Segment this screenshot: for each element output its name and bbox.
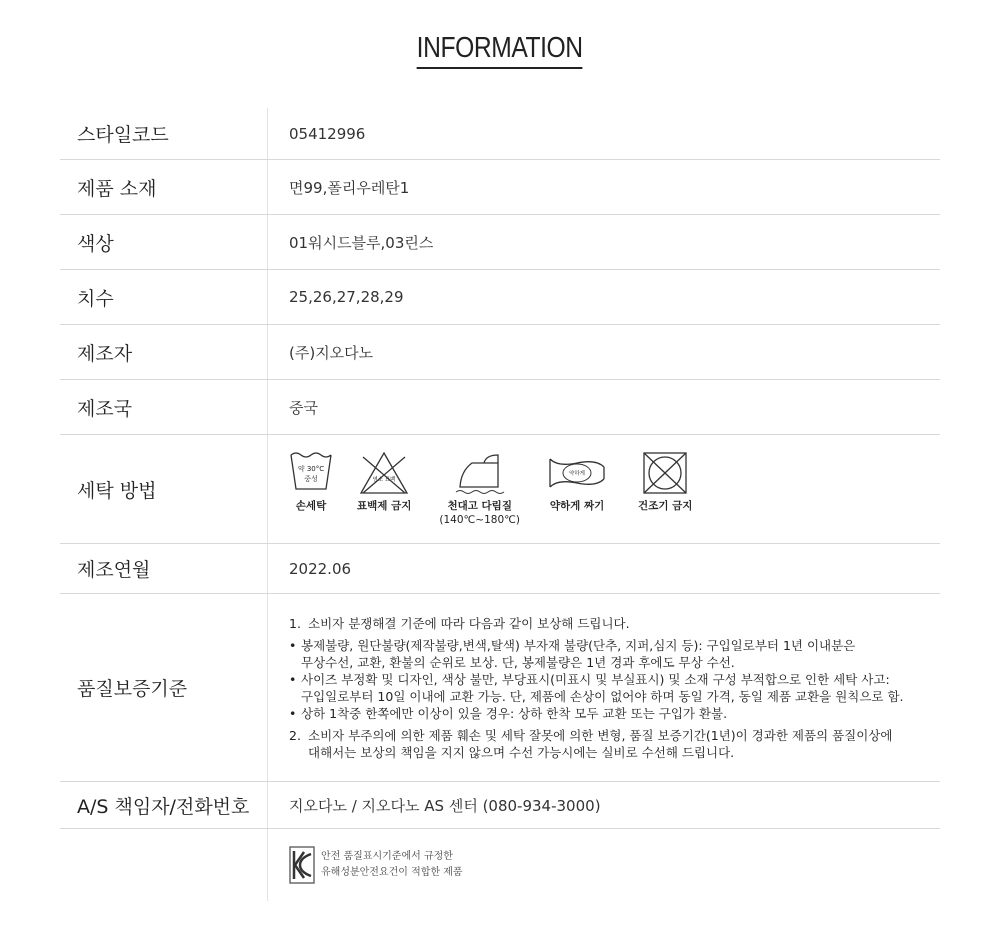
row-kc: [60, 829, 940, 901]
quality-label: 품질보증기준: [60, 594, 268, 781]
care-item-hand-wash: [289, 451, 333, 513]
kc-mark-letters: KC: [302, 883, 304, 884]
as-label: A/S 책임자/전화번호: [60, 782, 268, 828]
row-quality: [60, 594, 940, 782]
bullet-mark: •: [289, 705, 297, 721]
kc-label-empty: [60, 829, 268, 901]
hand-wash-temp: 약 30°C: [297, 465, 325, 473]
care-item-no-bleach: [357, 451, 411, 513]
iron-caption-temp: (140℃~180℃): [439, 514, 521, 526]
row-size: [60, 270, 940, 325]
kc-text: [321, 849, 463, 881]
row-care: [60, 435, 940, 544]
quality-bullet-2: [289, 671, 904, 705]
title-wrap: [0, 30, 1000, 69]
color-value: 01워시드블루,03린스: [289, 233, 434, 252]
manufacturer-value: (주)지오다노: [289, 343, 374, 362]
quality-bullet-3: [289, 705, 904, 722]
quality-item-2-number: 2.: [289, 727, 301, 743]
country-label: 제조국: [60, 380, 268, 434]
as-value: 지오다노 / 지오다노 AS 센터 (080-934-3000): [289, 796, 601, 815]
style-code-value: 05412996: [289, 124, 366, 143]
quality-bullet-3-text: 상하 1착중 한쪽에만 이상이 있을 경우: 상하 한착 모두 교환 또는 구입가 환불.: [301, 705, 728, 721]
row-date: [60, 544, 940, 594]
country-value: 중국: [289, 398, 318, 417]
color-label: 색상: [60, 215, 268, 269]
care-item-no-dryer: [638, 451, 692, 513]
gentle-wring-caption: 약하게 짜기: [549, 500, 605, 512]
quality-item-1-number: 1.: [289, 615, 301, 631]
page-title: INFORMATION: [417, 30, 583, 69]
quality-bullet-2-line1: 사이즈 부정확 및 디자인, 색상 불만, 부당표시(미표시 및 부실표시) 및 소재 구성 부적합으로 인한 세탁 사고:: [301, 671, 890, 687]
gentle-wring-inner: 약하게: [569, 471, 586, 477]
care-value: [268, 435, 940, 543]
row-as: [60, 782, 940, 829]
row-manufacturer: [60, 325, 940, 380]
kc-value: [268, 829, 940, 901]
bullet-mark: •: [289, 671, 297, 687]
iron-caption-main: 천대고 다림질: [447, 500, 512, 512]
kc-line-2: 유해성분안전요건이 적합한 제품: [321, 867, 463, 878]
manufacturer-label: 제조자: [60, 325, 268, 379]
info-table: [60, 108, 940, 901]
care-item-iron: [439, 451, 520, 527]
quality-bullet-1-line2: 무상수선, 교환, 환불의 순위로 보상. 단, 봉제불량은 1년 경과 후에도 무상 수선.: [301, 654, 735, 670]
quality-item-2: [289, 727, 904, 761]
iron-caption: [439, 499, 520, 527]
row-style-code: [60, 108, 940, 160]
care-icons: [289, 451, 714, 527]
quality-item-1-text: 소비자 분쟁해결 기준에 따라 다음과 같이 보상해 드립니다.: [308, 615, 630, 631]
no-bleach-icon: [359, 451, 409, 495]
row-country: [60, 380, 940, 435]
quality-item-2-line1: 소비자 부주의에 의한 제품 훼손 및 세탁 잘못에 의한 변형, 품질 보증기간(1년)이 경과한 제품의 품질이상에: [308, 727, 893, 743]
kc-mark-icon: [289, 846, 315, 884]
no-dryer-caption: 건조기 금지: [638, 500, 693, 512]
quality-bullet-2-line2: 구입일로부터 10일 이내에 교환 가능. 단, 제품에 손상이 없어야 하며 동일 가격, 동일 제품 교환을 원칙으로 함.: [301, 688, 904, 704]
material-label: 제품 소재: [60, 160, 268, 214]
quality-bullet-1-line1: 봉제불량, 원단불량(제작불량,변색,탈색) 부자재 불량(단추, 지퍼,심지 등): 구입일로부터 1년 이내분은: [301, 637, 856, 653]
material-value: 면99,폴리우레탄1: [289, 178, 410, 197]
row-color: [60, 215, 940, 270]
quality-value: [268, 594, 940, 781]
care-label: 세탁 방법: [60, 435, 268, 543]
hand-wash-tub-icon: [289, 451, 333, 495]
quality-bullet-1: [289, 637, 904, 671]
hand-wash-caption: 손세탁: [295, 500, 327, 512]
row-material: [60, 160, 940, 215]
date-value: 2022.06: [289, 559, 352, 578]
kc-certification: [289, 846, 463, 884]
size-value: 25,26,27,28,29: [289, 288, 404, 306]
gentle-wring-icon: [546, 451, 608, 495]
quality-item-1: [289, 615, 904, 632]
care-item-gentle-wring: [546, 451, 608, 513]
quality-item-2-line2: 대해서는 보상의 책임을 지지 않으며 수선 가능시에는 실비로 수선해 드립니다.: [308, 744, 735, 760]
no-bleach-inner: 염소 표백: [372, 477, 396, 483]
bullet-mark: •: [289, 637, 297, 653]
kc-line-1: 안전 품질표시기준에서 규정한: [321, 851, 453, 862]
iron-icon: [454, 451, 506, 495]
hand-wash-neutral: 중성: [304, 475, 318, 483]
no-dryer-icon: [642, 451, 688, 495]
size-label: 치수: [60, 270, 268, 324]
no-bleach-caption: 표백제 금지: [357, 500, 412, 512]
date-label: 제조연월: [60, 544, 268, 593]
style-code-label: 스타일코드: [60, 108, 268, 159]
quality-text: [289, 615, 904, 761]
